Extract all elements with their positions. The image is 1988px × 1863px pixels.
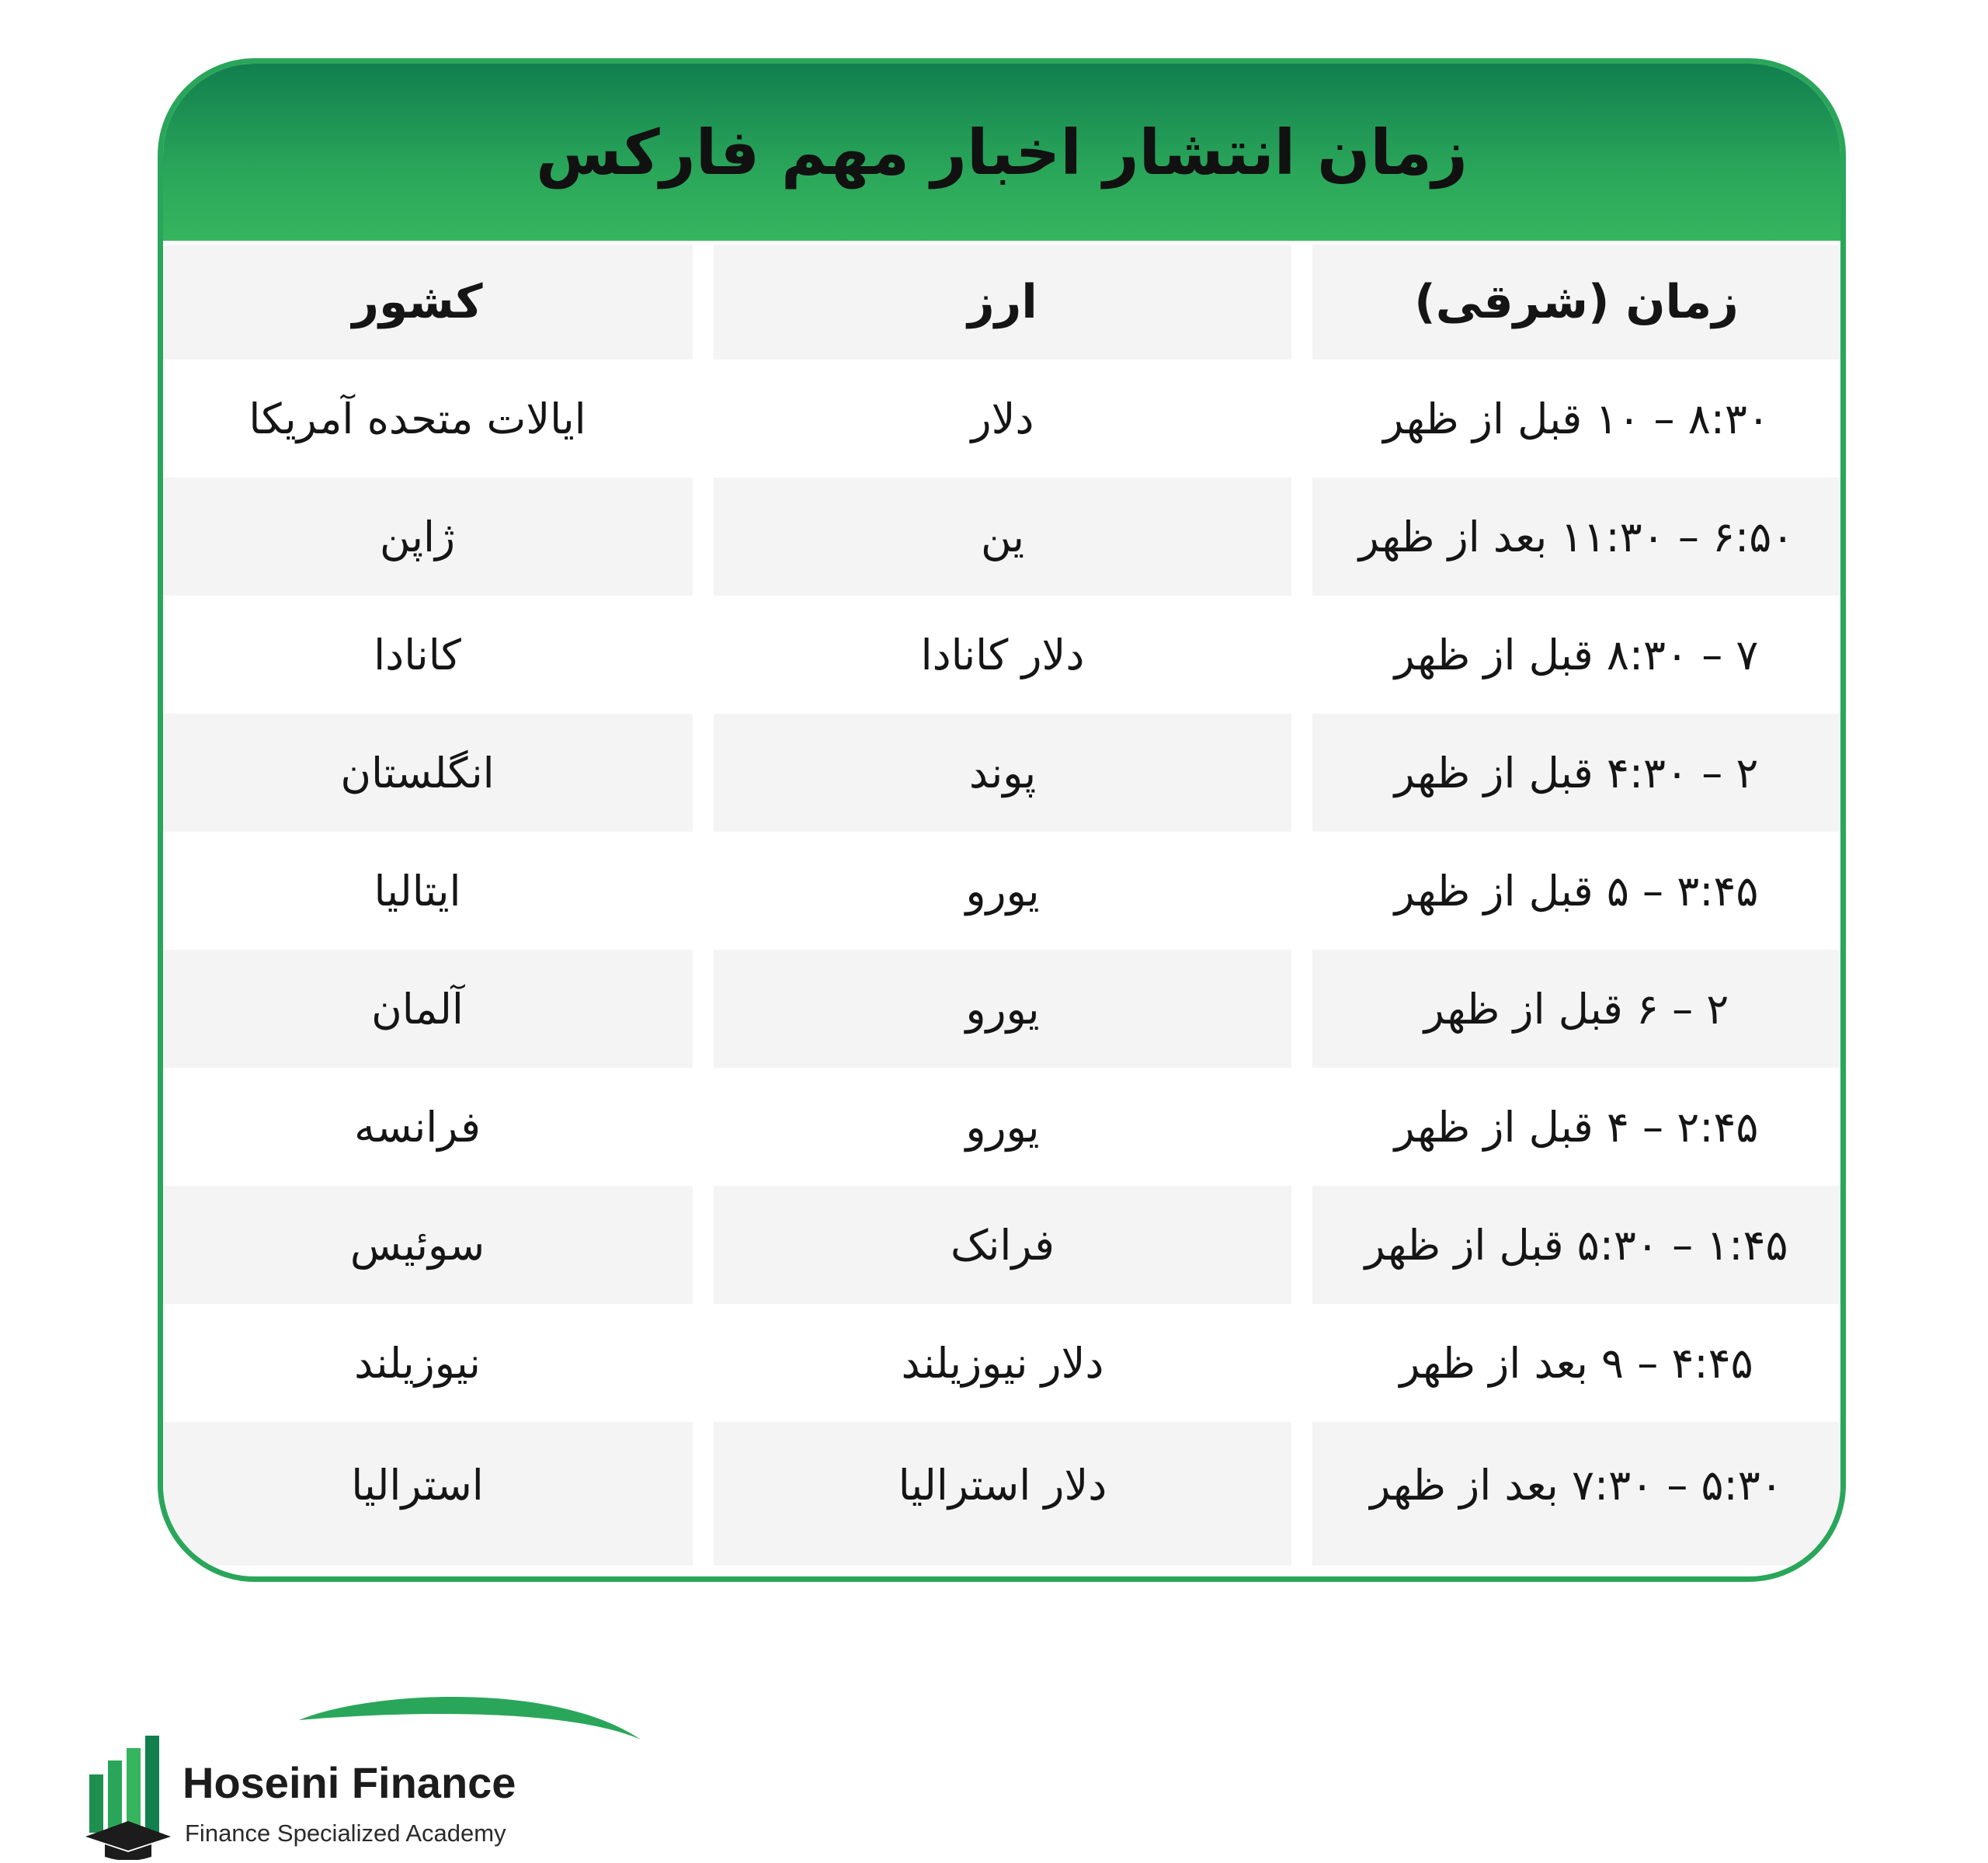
cell-country: استرالیا <box>158 1422 693 1566</box>
cell-currency: پوند <box>714 714 1291 832</box>
cell-currency: دلار <box>714 360 1291 478</box>
cell-country: ژاپن <box>158 478 693 596</box>
cell-country: آلمان <box>158 950 693 1068</box>
cell-time: ۶:۵۰ – ۱۱:۳۰ بعد از ظهر <box>1312 478 1840 596</box>
header-time: زمان (شرقی) <box>1312 245 1840 360</box>
cell-time: ۵:۳۰ – ۷:۳۰ بعد از ظهر <box>1312 1422 1840 1566</box>
cell-currency: یورو <box>714 832 1291 950</box>
cell-time: ۴:۴۵ – ۹ بعد از ظهر <box>1312 1304 1840 1422</box>
cell-currency: یورو <box>714 950 1291 1068</box>
cell-time: ۱:۴۵ – ۵:۳۰ قبل از ظهر <box>1312 1186 1840 1304</box>
cell-country: کانادا <box>158 596 693 714</box>
brand-name: Hoseini Finance <box>182 1758 516 1807</box>
cell-country: ایتالیا <box>158 832 693 950</box>
header-country: کشور <box>158 245 693 360</box>
cell-country: فرانسه <box>158 1068 693 1186</box>
cell-currency: فرانک <box>714 1186 1291 1304</box>
page-title: زمان انتشار اخبار مهم فارکس <box>536 116 1468 189</box>
cell-time: ۷ – ۸:۳۰ قبل از ظهر <box>1312 596 1840 714</box>
cell-time: ۲ – ۴:۳۰ قبل از ظهر <box>1312 714 1840 832</box>
cell-currency: یورو <box>714 1068 1291 1186</box>
brand-tagline: Finance Specialized Academy <box>185 1820 506 1847</box>
bar-chart-graduation-cap-icon <box>74 1728 179 1860</box>
cell-currency: دلار کانادا <box>714 596 1291 714</box>
cell-currency: دلار نیوزیلند <box>714 1304 1291 1422</box>
cell-currency: دلار استرالیا <box>714 1422 1291 1566</box>
cell-time: ۳:۴۵ – ۵ قبل از ظهر <box>1312 832 1840 950</box>
cell-country: انگلستان <box>158 714 693 832</box>
cell-time: ۲ – ۶ قبل از ظهر <box>1312 950 1840 1068</box>
leaf-swoosh-icon <box>299 1689 648 1743</box>
news-times-table <box>163 241 1840 1566</box>
cell-country: ایالات متحده آمریکا <box>158 360 693 478</box>
brand-logo <box>74 1689 586 1860</box>
cell-time: ۲:۴۵ – ۴ قبل از ظهر <box>1312 1068 1840 1186</box>
forex-news-card <box>158 58 1846 1582</box>
cell-currency: ین <box>714 478 1291 596</box>
header-currency: ارز <box>714 245 1291 360</box>
card-header <box>163 64 1840 241</box>
cell-time: ۸:۳۰ – ۱۰ قبل از ظهر <box>1312 360 1840 478</box>
cell-country: سوئیس <box>158 1186 693 1304</box>
cell-country: نیوزیلند <box>158 1304 693 1422</box>
